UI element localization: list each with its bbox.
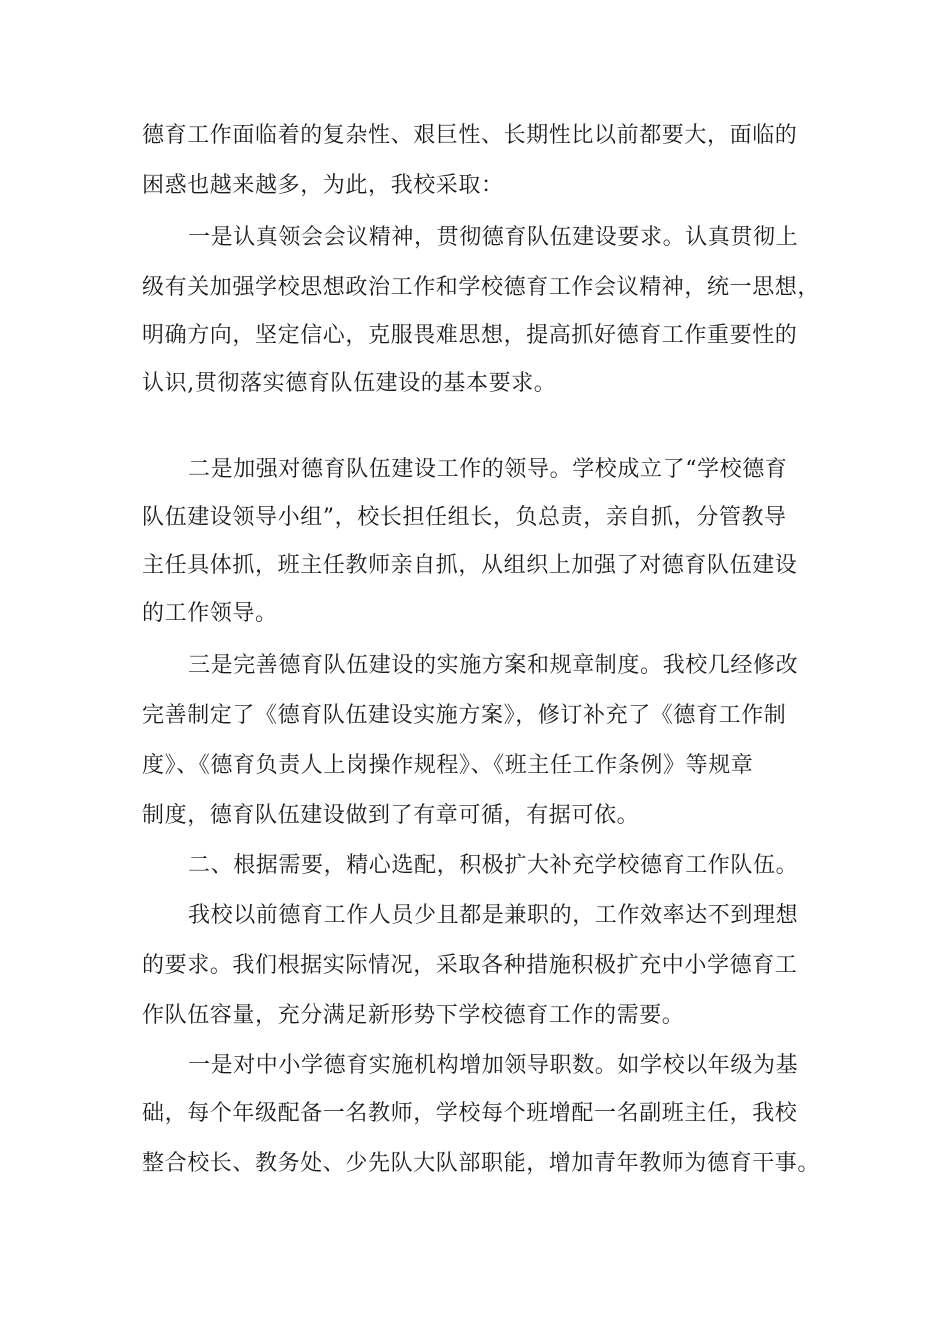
text-line-3: 一是认真领会会议精神，贯彻德育队伍建设要求。认真贯彻上 — [188, 225, 799, 250]
text-line-15: 二、根据需要，精心选配，积极扩大补充学校德育工作队伍。 — [188, 853, 799, 878]
text-line-17: 的要求。我们根据实际情况，采取各种措施积极扩充中小学德育工 — [142, 953, 798, 978]
text-line-18: 作队伍容量，充分满足新形势下学校德育工作的需要。 — [142, 1003, 685, 1028]
text-line-10: 的工作领导。 — [142, 601, 278, 626]
text-line-7: 二是加强对德育队伍建设工作的领导。学校成立了“学校德育 — [188, 457, 788, 482]
text-line-11: 三是完善德育队伍建设的实施方案和规章制度。我校几经修改 — [188, 653, 799, 678]
text-line-21: 整合校长、教务处、少先队大队部职能，增加青年教师为德育干事。 — [142, 1151, 821, 1176]
text-line-8: 队伍建设领导小组”，校长担任组长，负总责，亲自抓，分管教导 — [142, 505, 787, 530]
text-line-5: 明确方向，坚定信心，克服畏难思想，提高抓好德育工作重要性的 — [142, 323, 798, 348]
text-line-2: 困惑也越来越多，为此，我校采取： — [142, 173, 504, 198]
text-line-20: 础，每个年级配备一名教师，学校每个班增配一名副班主任，我校 — [142, 1101, 798, 1126]
text-line-4: 级有关加强学校思想政治工作和学校德育工作会议精神，统一思想， — [142, 275, 821, 300]
text-line-9: 主任具体抓，班主任教师亲自抓，从组织上加强了对德育队伍建设 — [142, 553, 798, 578]
text-line-13: 度》、《德育负责人上岗操作规程》、《班主任工作条例》等规章 — [142, 753, 754, 778]
text-line-14: 制度，德育队伍建设做到了有章可循，有据可依。 — [142, 803, 640, 828]
text-line-1: 德育工作面临着的复杂性、艰巨性、长期性比以前都要大，面临的 — [142, 123, 798, 148]
text-line-6: 认识,贯彻落实德育队伍建设的基本要求。 — [142, 371, 557, 396]
text-line-12: 完善制定了《德育队伍建设实施方案》，修订补充了《德育工作制 — [142, 703, 787, 728]
text-line-16: 我校以前德育工作人员少且都是兼职的，工作效率达不到理想 — [188, 903, 799, 928]
text-line-19: 一是对中小学德育实施机构增加领导职数。如学校以年级为基 — [188, 1053, 799, 1078]
